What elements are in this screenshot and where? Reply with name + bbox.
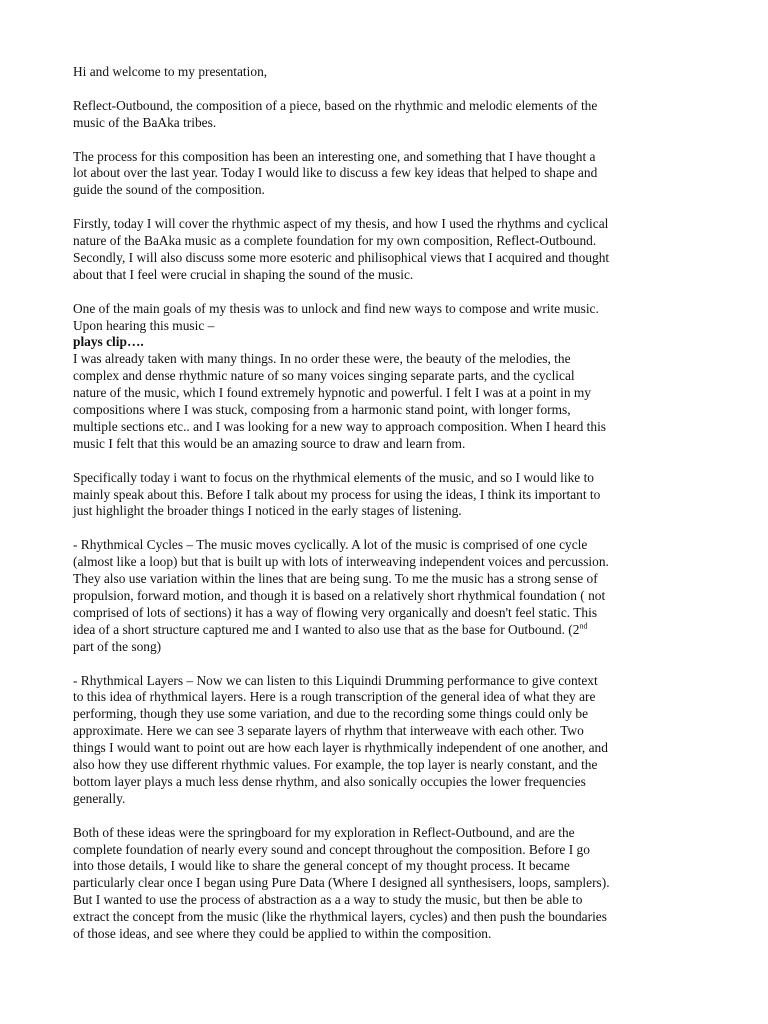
overview-paragraph <box>73 216 713 284</box>
text-line: I was already taken with many things. In no order these were, the beauty of the melodies, the <box>73 351 571 367</box>
text-line: generally. <box>73 790 126 806</box>
text-line: The process for this composition has been an interesting one, and something that I have thought a <box>73 148 596 164</box>
text-line: complete foundation of nearly every sound and concept throughout the composition. Before I go <box>73 841 590 857</box>
text-line-with-superscript <box>73 622 713 639</box>
text-line: just highlight the broader things I noticed in the early stages of listening. <box>73 503 462 519</box>
text-line: lot about over the last year. Today I would like to discuss a few key ideas that helped to shape and <box>73 165 598 181</box>
text-line: Both of these ideas were the springboard for my exploration in Reflect-Outbound, and are the <box>73 824 575 840</box>
text-line: multiple sections etc.. and I was looking for a new way to approach composition. When I heard this <box>73 418 607 434</box>
plays-clip-cue: plays clip…. <box>73 334 144 350</box>
greeting-paragraph <box>73 64 713 81</box>
text-line: bottom layer plays a much less dense rhythm, and also sonically occupies the lower frequencies <box>73 773 586 789</box>
text-line: music of the BaAka tribes. <box>73 114 217 130</box>
text-line: about that I feel were crucial in shaping the sound of the music. <box>73 266 414 282</box>
text-line: But I wanted to use the process of abstraction as a a way to study the music, but then be able to <box>73 892 583 908</box>
process-paragraph <box>73 149 713 200</box>
goals-paragraph <box>73 301 713 453</box>
text-line: nature of the music, which I found extremely hypnotic and powerful. I felt I was at a point in my <box>73 385 591 401</box>
intro-paragraph <box>73 98 713 132</box>
text-line: mainly speak about this. Before I talk about my process for using the ideas, I think its important to <box>73 486 601 502</box>
rhythmical-layers-paragraph <box>73 673 713 808</box>
text-line: Upon hearing this music – <box>73 317 215 333</box>
text-line: Hi and welcome to my presentation, <box>73 64 268 79</box>
text-line: part of the song) <box>73 638 162 654</box>
text-line: nature of the BaAka music as a complete foundation for my own composition, Reflect-Outbound. <box>73 233 597 249</box>
text-line: compositions where I was stuck, composing from a harmonic stand point, with longer forms, <box>73 402 571 418</box>
focus-paragraph <box>73 470 713 521</box>
text-line: guide the sound of the composition. <box>73 182 265 198</box>
text-line: Reflect-Outbound, the composition of a piece, based on the rhythmic and melodic elements of the <box>73 97 598 113</box>
text-line: Firstly, today I will cover the rhythmic aspect of my thesis, and how I used the rhythms and cyclical <box>73 216 609 232</box>
springboard-paragraph <box>73 825 713 943</box>
text-line: One of the main goals of my thesis was to unlock and find new ways to compose and write music. <box>73 300 599 316</box>
text-line: - Rhythmical Cycles – The music moves cyclically. A lot of the music is comprised of one cycle <box>73 537 588 553</box>
text-line: (almost like a loop) but that is built up with lots of interweaving independent voices and percussion. <box>73 554 609 570</box>
text-line: comprised of lots of sections) it has a way of flowing very organically and doesn't feel static. This <box>73 604 598 620</box>
text-line: also how they use different rhythmic values. For example, the top layer is nearly constant, and the <box>73 757 598 773</box>
text-line: particularly clear once I began using Pure Data (Where I designed all synthesisers, loops, samplers). <box>73 875 610 891</box>
text-line: complex and dense rhythmic nature of so many voices singing separate parts, and the cyclical <box>73 368 575 384</box>
text-line: - Rhythmical Layers – Now we can listen to this Liquindi Drumming performance to give context <box>73 672 598 688</box>
rhythmical-cycles-paragraph <box>73 537 713 655</box>
text-line: approximate. Here we can see 3 separate layers of rhythm that interweave with each other. Two <box>73 723 584 739</box>
text-line: into those details, I would like to share the general concept of my thought process. It became <box>73 858 570 874</box>
text-line: propulsion, forward motion, and though it is based on a relatively short rhythmical foundation ( not <box>73 588 606 603</box>
text-line: They also use variation within the lines that are being sung. To me the music has a strong sense of <box>73 571 598 587</box>
text-line: of those ideas, and see where they could be applied to within the composition. <box>73 926 492 942</box>
text-segment: idea of a short structure captured me and I wanted to also use that as the base for Outbound. (2 <box>73 621 580 637</box>
text-line: performing, though they use some variation, and due to the recording some things could only be <box>73 706 589 722</box>
ordinal-superscript: nd <box>579 621 588 631</box>
text-line: to this idea of rhythmical layers. Here is a rough transcription of the general idea of what they are <box>73 689 596 705</box>
document-page <box>73 64 713 960</box>
text-line: extract the concept from the music (like the rhythmical layers, cycles) and then push the boundaries <box>73 909 607 925</box>
text-line: Secondly, I will also discuss some more esoteric and philisophical views that I acquired and thought <box>73 249 610 265</box>
text-line: music I felt that this would be an amazing source to draw and learn from. <box>73 435 466 451</box>
text-line: Specifically today i want to focus on the rhythmical elements of the music, and so I would like to <box>73 469 594 485</box>
text-line: things I would want to point out are how each layer is rhythmically independent of one another, and <box>73 740 608 756</box>
